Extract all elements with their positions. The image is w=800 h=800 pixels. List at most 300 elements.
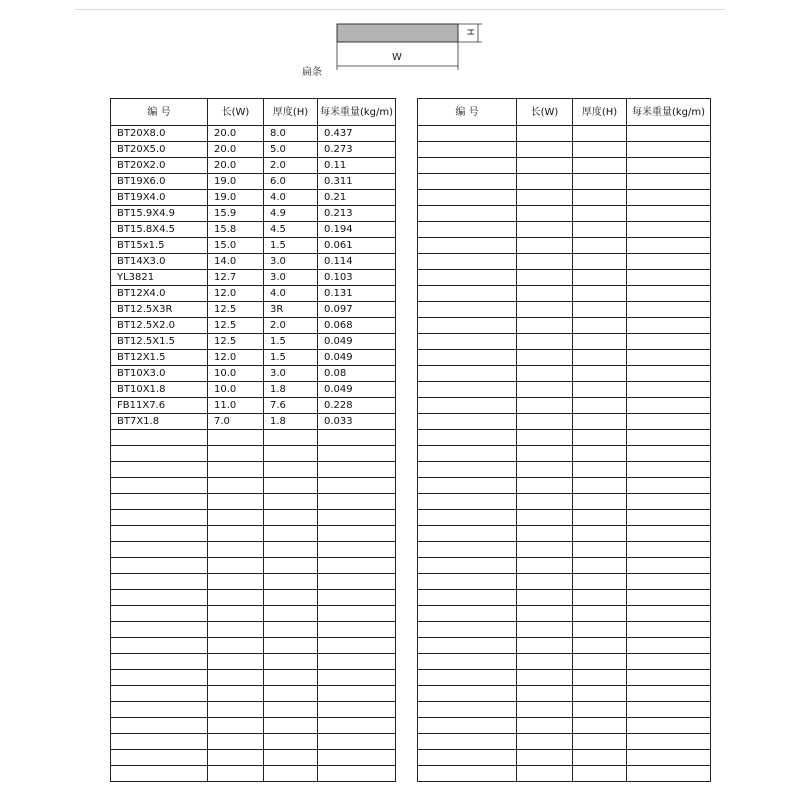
cell-width [208,766,264,782]
cell-code [418,398,517,414]
cell-weight [627,670,711,686]
table-row [418,734,711,750]
cell-weight: 0.11 [318,158,396,174]
cell-thickness [573,302,627,318]
cell-code [418,670,517,686]
table-row [111,206,396,222]
cell-weight [627,206,711,222]
table-row [111,622,396,638]
cell-weight [318,542,396,558]
cell-code: BT14X3.0 [111,254,208,270]
table-row [111,462,396,478]
cell-width [517,478,573,494]
cell-weight: 0.08 [318,366,396,382]
cell-thickness [573,654,627,670]
cell-code: BT12.5X1.5 [111,334,208,350]
flat-bar-cross-section-icon [0,0,800,90]
table-row [111,494,396,510]
table-row [418,382,711,398]
table-row [418,638,711,654]
cell-thickness [573,366,627,382]
cell-code [111,766,208,782]
table-row [418,238,711,254]
cell-thickness: 1.5 [264,334,318,350]
cell-thickness: 7.6 [264,398,318,414]
cell-weight [318,686,396,702]
cell-weight: 0.273 [318,142,396,158]
cell-weight [627,126,711,142]
cell-code [418,526,517,542]
cell-width [517,718,573,734]
cell-thickness [573,702,627,718]
cell-weight [318,494,396,510]
cell-code [418,302,517,318]
cell-thickness: 1.5 [264,350,318,366]
cell-width [517,558,573,574]
table-row [111,638,396,654]
cell-weight: 0.103 [318,270,396,286]
cell-code [418,446,517,462]
cell-weight [627,734,711,750]
cell-weight [627,542,711,558]
cell-width [208,654,264,670]
cell-width [517,622,573,638]
cell-code: BT15x1.5 [111,238,208,254]
cell-code [111,510,208,526]
cell-thickness [573,350,627,366]
cell-code [111,462,208,478]
table-row [418,590,711,606]
cell-weight: 0.194 [318,222,396,238]
cell-code [111,558,208,574]
cell-thickness [573,414,627,430]
cell-code [418,494,517,510]
cell-weight [318,606,396,622]
table-row [418,558,711,574]
table-row [111,590,396,606]
cell-weight: 0.049 [318,350,396,366]
table-row [111,158,396,174]
cell-width [208,734,264,750]
cell-thickness [264,574,318,590]
cell-width: 20.0 [208,126,264,142]
table-row [111,670,396,686]
cell-width [517,382,573,398]
cell-thickness [573,446,627,462]
cell-code: BT15.8X4.5 [111,222,208,238]
cell-thickness: 5.0 [264,142,318,158]
cell-width [517,542,573,558]
cell-weight [627,446,711,462]
cell-code: BT20X5.0 [111,142,208,158]
table-row [418,366,711,382]
cell-weight [627,718,711,734]
cell-weight [627,478,711,494]
cell-width [517,430,573,446]
table-row [418,414,711,430]
cell-thickness [573,254,627,270]
cell-thickness: 4.0 [264,190,318,206]
cell-code: BT19X6.0 [111,174,208,190]
cell-thickness [573,510,627,526]
cell-thickness [264,718,318,734]
col-header-width: 长(W) [208,99,264,126]
table-row [418,446,711,462]
cell-weight [627,510,711,526]
cell-code [418,750,517,766]
table-row [418,222,711,238]
cell-code [418,478,517,494]
cell-width [517,318,573,334]
table-row [111,446,396,462]
cell-code [111,606,208,622]
cell-weight [627,558,711,574]
cell-thickness [573,542,627,558]
cell-weight [318,670,396,686]
cell-weight: 0.049 [318,334,396,350]
cell-weight: 0.213 [318,206,396,222]
cell-width [517,510,573,526]
cell-weight [627,318,711,334]
cell-width: 10.0 [208,382,264,398]
cell-weight [318,734,396,750]
cell-code [111,478,208,494]
cell-code [418,174,517,190]
cell-thickness [573,494,627,510]
cell-width [517,286,573,302]
cell-thickness [264,510,318,526]
cell-width [517,302,573,318]
cell-code [418,414,517,430]
cell-thickness: 1.5 [264,238,318,254]
cell-code [111,430,208,446]
cell-thickness [264,606,318,622]
cell-weight: 0.21 [318,190,396,206]
cell-weight [627,494,711,510]
table-header-row [418,99,711,126]
cell-weight [318,510,396,526]
cell-code [418,686,517,702]
table-row [418,334,711,350]
cell-width [208,430,264,446]
cell-code [111,750,208,766]
cell-weight [627,526,711,542]
cell-code [418,702,517,718]
table-row [418,686,711,702]
cell-width [517,206,573,222]
cell-code [418,286,517,302]
cell-width: 12.0 [208,286,264,302]
spec-table-right [417,98,711,782]
cell-code [418,510,517,526]
cell-thickness [264,702,318,718]
cell-thickness [573,558,627,574]
cell-thickness: 3.0 [264,254,318,270]
cell-width: 10.0 [208,366,264,382]
cell-weight: 0.114 [318,254,396,270]
cell-width: 14.0 [208,254,264,270]
cell-weight [627,302,711,318]
cell-width [517,350,573,366]
cell-width [517,606,573,622]
table-row [111,750,396,766]
cell-thickness: 4.5 [264,222,318,238]
cell-width [208,478,264,494]
cell-code [111,446,208,462]
cell-weight [318,654,396,670]
cell-thickness [264,478,318,494]
cell-code [111,718,208,734]
cell-weight [627,350,711,366]
cell-width [208,750,264,766]
cell-weight [318,558,396,574]
cell-weight [627,398,711,414]
cell-thickness [573,158,627,174]
table-row [111,430,396,446]
cell-thickness [264,558,318,574]
cell-thickness [264,542,318,558]
cell-thickness: 8.0 [264,126,318,142]
cell-code [418,334,517,350]
cell-thickness [573,238,627,254]
cell-thickness: 3.0 [264,270,318,286]
cell-width: 7.0 [208,414,264,430]
cell-weight [627,254,711,270]
cell-weight [627,174,711,190]
table-row [111,350,396,366]
table-row [111,318,396,334]
cell-width [208,702,264,718]
table-row [111,398,396,414]
cell-code [418,430,517,446]
cell-thickness [264,654,318,670]
table-row [111,366,396,382]
cell-width [208,558,264,574]
cell-width [517,254,573,270]
cell-width [517,462,573,478]
cell-code [418,350,517,366]
cell-width [208,542,264,558]
cell-code [111,654,208,670]
cell-width [517,686,573,702]
cell-thickness [573,190,627,206]
cell-thickness [573,398,627,414]
cell-code [111,542,208,558]
cell-width [517,158,573,174]
table-row [418,270,711,286]
table-row [111,334,396,350]
cell-code [418,190,517,206]
cell-width [517,222,573,238]
cell-code [418,142,517,158]
cell-thickness: 1.8 [264,382,318,398]
cell-width [208,638,264,654]
cell-code [111,734,208,750]
cell-code [418,158,517,174]
table-row [418,574,711,590]
cell-weight [318,590,396,606]
table-row [418,254,711,270]
table-row [111,238,396,254]
cell-weight [627,238,711,254]
cell-code [418,318,517,334]
cell-weight [627,574,711,590]
cell-weight [627,334,711,350]
table-row [111,382,396,398]
cell-code [418,126,517,142]
cell-code [111,574,208,590]
table-row [418,190,711,206]
cell-thickness [264,590,318,606]
cell-thickness [264,494,318,510]
cell-width: 15.0 [208,238,264,254]
cell-weight [318,462,396,478]
cell-code [418,590,517,606]
cell-width: 12.5 [208,302,264,318]
cell-thickness [573,718,627,734]
cell-code: BT12X1.5 [111,350,208,366]
cell-width [208,446,264,462]
cell-weight [627,222,711,238]
table-row [418,126,711,142]
cell-code [418,638,517,654]
table-row [111,734,396,750]
cell-weight [318,446,396,462]
cell-weight [627,590,711,606]
cell-weight [318,574,396,590]
table-row [111,414,396,430]
cell-width [208,718,264,734]
cell-thickness: 1.8 [264,414,318,430]
cell-width [208,574,264,590]
table-row [111,142,396,158]
cell-thickness [264,638,318,654]
cell-weight [318,766,396,782]
cell-weight [627,654,711,670]
cell-code [418,622,517,638]
table-row [418,206,711,222]
col-header-code: 编 号 [111,99,208,126]
col-header-code: 编 号 [418,99,517,126]
cell-code: BT12X4.0 [111,286,208,302]
cell-thickness [573,734,627,750]
cell-weight [627,270,711,286]
cell-width [208,622,264,638]
profile-diagram [0,0,800,90]
cell-code [111,670,208,686]
cell-weight [318,750,396,766]
cell-weight [318,478,396,494]
cell-code [418,462,517,478]
cell-weight [627,638,711,654]
table-row [111,510,396,526]
cell-thickness [573,574,627,590]
cell-code: BT12.5X2.0 [111,318,208,334]
cell-weight [627,430,711,446]
cell-weight: 0.061 [318,238,396,254]
cell-thickness [573,382,627,398]
cell-code [111,526,208,542]
table-row [418,478,711,494]
cell-thickness [573,334,627,350]
cell-code [111,686,208,702]
cell-thickness [264,430,318,446]
cell-width [517,174,573,190]
table-row [418,350,711,366]
table-row [111,478,396,494]
table-row [418,462,711,478]
cell-code [418,238,517,254]
cell-weight: 0.049 [318,382,396,398]
cell-width [517,590,573,606]
table-row [111,606,396,622]
cell-code: BT12.5X3R [111,302,208,318]
cell-width [517,750,573,766]
cell-width: 19.0 [208,190,264,206]
cell-weight [318,430,396,446]
cell-thickness [264,526,318,542]
cell-code: BT7X1.8 [111,414,208,430]
cell-width [208,462,264,478]
cell-thickness [573,606,627,622]
cell-weight: 0.068 [318,318,396,334]
cell-width: 15.9 [208,206,264,222]
cell-thickness [264,446,318,462]
cell-thickness [573,126,627,142]
table-row [418,302,711,318]
cell-code [111,622,208,638]
cell-thickness: 4.0 [264,286,318,302]
table-row [111,558,396,574]
cell-width [517,142,573,158]
cell-thickness [573,222,627,238]
table-row [418,494,711,510]
cell-width [208,606,264,622]
cell-code [418,766,517,782]
table-row [418,158,711,174]
cell-weight: 0.033 [318,414,396,430]
cell-width [208,670,264,686]
width-dimension-label: W [392,52,402,63]
cell-thickness [573,174,627,190]
cell-width [517,670,573,686]
cell-code [418,718,517,734]
cell-width [208,494,264,510]
cell-thickness [573,478,627,494]
cell-code [418,542,517,558]
cell-weight [318,638,396,654]
table-row [418,718,711,734]
cell-width [208,510,264,526]
cell-width [517,270,573,286]
cell-code: BT15.9X4.9 [111,206,208,222]
col-header-thickness: 厚度(H) [264,99,318,126]
cell-code: BT20X2.0 [111,158,208,174]
cell-thickness [573,622,627,638]
cell-weight [627,462,711,478]
cell-code [111,590,208,606]
cell-thickness [573,526,627,542]
table-row [111,174,396,190]
cell-weight [627,766,711,782]
height-dimension-label: H [464,28,475,36]
cell-width: 11.0 [208,398,264,414]
cell-code [111,702,208,718]
col-header-thickness: 厚度(H) [573,99,627,126]
cell-code [418,366,517,382]
cell-weight: 0.437 [318,126,396,142]
cell-weight [627,414,711,430]
